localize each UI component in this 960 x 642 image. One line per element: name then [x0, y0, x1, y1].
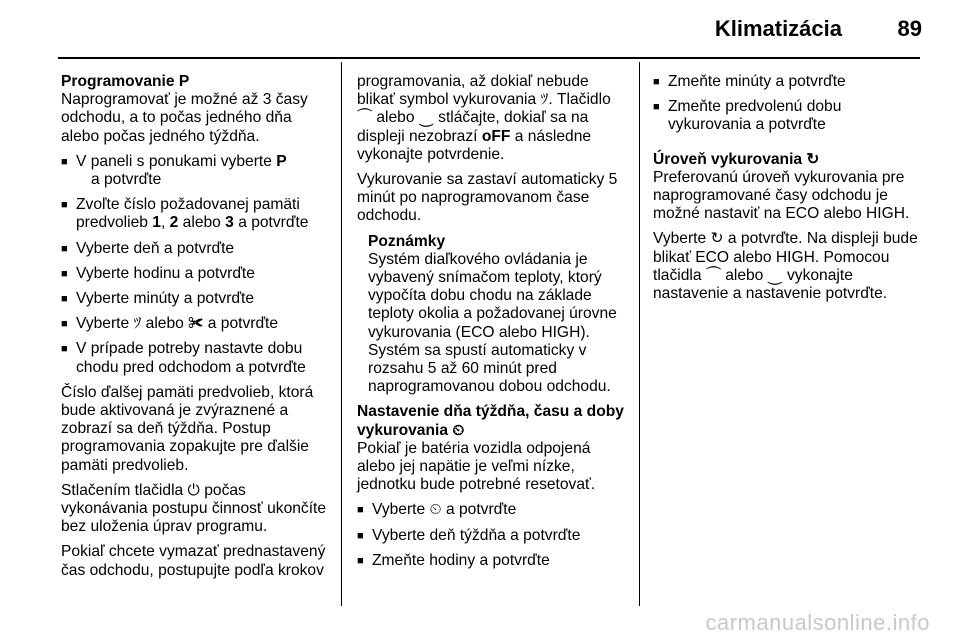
paragraph: Pokiaľ je batéria vozidla odpojená alebo jej napätie je veľmi nízke, jednotku bude potrebné resetovať.	[357, 439, 596, 494]
section-heading-programming: Programovanie P	[61, 73, 190, 90]
list-item: ■ V prípade potreby nastavte dobu chodu pred odchodom a potvrďte	[61, 340, 333, 376]
heating-symbol-icon: ﾂ	[133, 315, 142, 333]
note-text: Systém diaľkového ovládania je vybavený snímačom teploty, ktorý vypočíta dobu chodu na základe teploty okolia a požadovanej úrovne vykurovania (ECO alebo HIGH). Systém sa spustí automaticky v rozsahu 5 až 60 minút pred naprogramovanou dobou odchodu.	[368, 250, 617, 396]
list-item: ■ Vyberte ﾂ alebo ✀ a potvrďte	[61, 315, 333, 333]
paragraph: Vykurovanie sa zastaví automaticky 5 minút po naprogramovanom čase odchodu.	[357, 171, 618, 225]
list-item: ■ Vyberte ⏲ a potvrďte	[357, 501, 629, 519]
paragraph: Stlačením tlačidla ⏻ počas vykonávania postupu činnosť ukončíte bez uloženia úprav programu.	[61, 481, 327, 536]
down-button-icon: ⏝	[418, 109, 434, 127]
watermark: carmanualsonline.info	[705, 610, 930, 635]
fan-symbol-icon: ✀	[188, 315, 204, 333]
list-item: ■ Vyberte minúty a potvrďte	[61, 290, 333, 308]
header-divider	[58, 57, 920, 59]
list-item: ■ Zmeňte minúty a potvrďte	[653, 73, 928, 91]
page-number: 89	[897, 16, 922, 41]
column-2	[357, 73, 629, 577]
heating-symbol-icon: ﾂ	[540, 91, 549, 109]
column-3	[653, 73, 928, 310]
paragraph: Číslo ďalšej pamäti predvolieb, ktorá bude aktivovaná je zvýraznené a zobrazí sa deň týždňa. Postup programovania zopakujte pre ďalšie pamäti predvolieb.	[61, 383, 314, 474]
section-heading-time-settings: Nastavenie dňa týždňa, času a doby vykurovania ⏲	[357, 403, 624, 439]
list-item: ■ Vyberte hodinu a potvrďte	[61, 265, 333, 283]
paragraph: programovania, až dokiaľ nebude blikať symbol vykurovania ﾂ. Tlačidlo ⏜ alebo ⏝ stláčajte, dokiaľ sa na displeji nezobrazí oFF a následne vykonajte potvrdenie.	[357, 73, 611, 163]
up-button-icon: ⏜	[357, 109, 372, 127]
column-divider-1	[341, 62, 342, 606]
list-item: ■ Zvoľte číslo požadovanej pamäti predvolieb 1, 2 alebo 3 a potvrďte	[61, 196, 333, 232]
paragraph: Preferovanú úroveň vykurovania pre naprogramované časy odchodu je možné nastaviť na ECO alebo HIGH.	[653, 168, 910, 223]
column-1	[61, 73, 333, 587]
page-header	[0, 0, 960, 60]
section-heading-heating-level: Úroveň vykurovania ↻	[653, 150, 820, 168]
list-item: ■ V paneli s ponukami vyberte P a potvrďte	[61, 153, 333, 189]
note-title: Poznámky	[368, 232, 446, 250]
list-item: ■ Vyberte deň a potvrďte	[61, 240, 333, 258]
list-item: ■ Zmeňte predvolenú dobu vykurovania a potvrďte	[653, 98, 928, 134]
list-item: ■ Vyberte deň týždňa a potvrďte	[357, 527, 629, 545]
note-box	[357, 233, 629, 397]
list-item: ■ Zmeňte hodiny a potvrďte	[357, 552, 629, 570]
power-icon: ⏻	[187, 481, 200, 499]
paragraph-intro: Naprogramovať je možné až 3 časy odchodu, a to počas jedného dňa alebo počas jedného týždňa.	[61, 91, 308, 145]
paragraph: Pokiaľ chcete vymazať prednastavený čas odchodu, postupujte podľa krokov	[61, 543, 326, 579]
column-divider-2	[639, 62, 640, 606]
page-title: Klimatizácia	[714, 16, 842, 41]
paragraph: Vyberte ↻ a potvrďte. Na displeji bude blikať ECO alebo HIGH. Pomocou tlačidla ⏜ alebo ⏝ vykonajte nastavenie a nastavenie potvrďte.	[653, 230, 918, 303]
